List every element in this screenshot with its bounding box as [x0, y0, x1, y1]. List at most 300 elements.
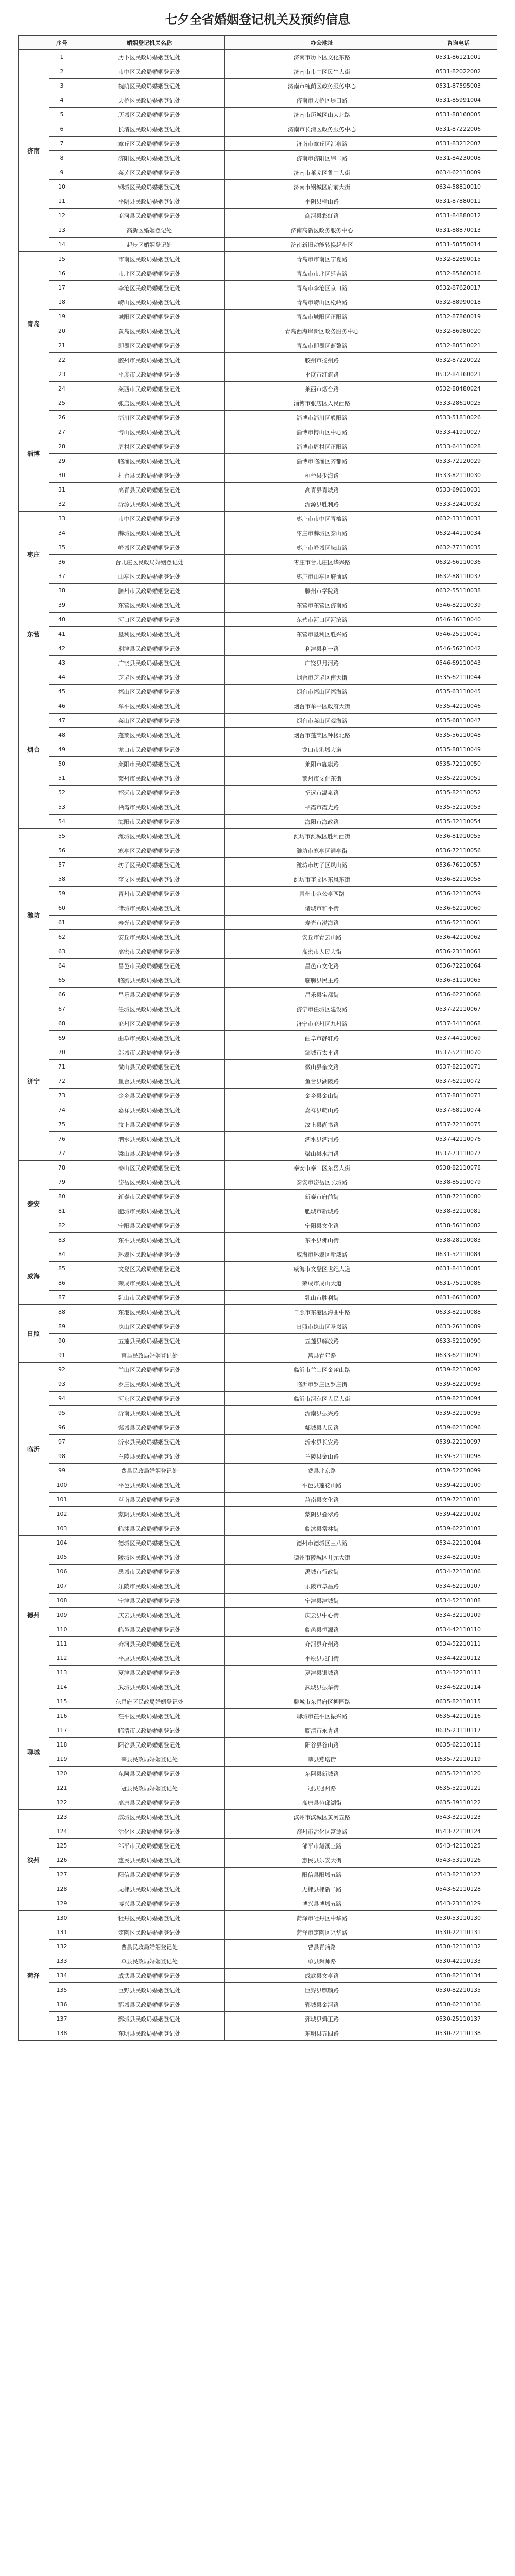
table-cell-index: 55: [49, 829, 75, 843]
table-cell-phone: 0535-22110051: [420, 771, 497, 786]
table-cell-address: 威海市文登区世纪大道: [224, 1262, 420, 1276]
table-cell-index: 91: [49, 1348, 75, 1363]
table-cell-index: 1: [49, 50, 75, 64]
table-cell-phone: 0537-82110071: [420, 1060, 497, 1074]
table-cell-index: 49: [49, 742, 75, 757]
table-cell-phone: 0535-88110049: [420, 742, 497, 757]
table-row: [18, 165, 497, 180]
table-cell-office: 栖霞市民政局婚姻登记处: [75, 800, 224, 815]
table-row: [18, 425, 497, 439]
table-cell-phone: 0534-72110106: [420, 1565, 497, 1579]
table-cell-index: 135: [49, 1983, 75, 1997]
table-row: [18, 1839, 497, 1853]
table-row: [18, 1262, 497, 1276]
header-phone: 咨询电话: [420, 36, 497, 50]
table-cell-phone: 0546-56210042: [420, 641, 497, 656]
table-row: [18, 2012, 497, 2026]
table-cell-address: 庆云县中心街: [224, 1608, 420, 1622]
table-cell-office: 禹城市民政局婚姻登记处: [75, 1565, 224, 1579]
table-body: [18, 50, 497, 2041]
table-cell-index: 129: [49, 1896, 75, 1911]
table-cell-phone: 0534-52210111: [420, 1637, 497, 1651]
table-cell-index: 12: [49, 209, 75, 223]
table-cell-index: 35: [49, 540, 75, 555]
table-cell-index: 97: [49, 1435, 75, 1449]
table-row: [18, 598, 497, 613]
table-cell-phone: 0531-87222006: [420, 122, 497, 137]
table-cell-office: 龙口市民政局婚姻登记处: [75, 742, 224, 757]
header-city: [18, 36, 49, 50]
table-row: [18, 1565, 497, 1579]
table-cell-office: 泗水县民政局婚姻登记处: [75, 1132, 224, 1146]
table-cell-office: 莒县民政局婚姻登记处: [75, 1348, 224, 1363]
table-cell-index: 133: [49, 1954, 75, 1969]
table-row: [18, 1997, 497, 2012]
table-row: [18, 540, 497, 555]
table-row: [18, 1694, 497, 1709]
table-row: [18, 800, 497, 815]
table-row: [18, 238, 497, 252]
table-cell-phone: 0533-64110028: [420, 439, 497, 454]
table-cell-index: 136: [49, 1997, 75, 2012]
table-cell-phone: 0536-23110063: [420, 944, 497, 959]
table-row: [18, 497, 497, 512]
table-row: [18, 1651, 497, 1666]
table-row: [18, 483, 497, 497]
table-row: [18, 829, 497, 843]
table-cell-address: 巨野县麒麟路: [224, 1983, 420, 1997]
table-cell-phone: 0537-44110069: [420, 1031, 497, 1045]
table-cell-index: 36: [49, 555, 75, 569]
table-cell-address: 淄博市周村区正阳路: [224, 439, 420, 454]
table-cell-index: 42: [49, 641, 75, 656]
table-cell-index: 25: [49, 396, 75, 411]
table-cell-index: 82: [49, 1218, 75, 1233]
table-cell-address: 济南市章丘区汇泉路: [224, 137, 420, 151]
table-cell-office: 岚山区民政局婚姻登记处: [75, 1319, 224, 1334]
table-cell-address: 临沭县常林街: [224, 1521, 420, 1536]
table-cell-address: 临清市永青路: [224, 1723, 420, 1738]
table-row: [18, 1146, 497, 1161]
table-cell-office: 沂南县民政局婚姻登记处: [75, 1406, 224, 1420]
table-cell-office: 郓城县民政局婚姻登记处: [75, 1997, 224, 2012]
table-cell-address: 平邑县莲花山路: [224, 1478, 420, 1493]
header-index: 序号: [49, 36, 75, 50]
table-row: [18, 396, 497, 411]
table-cell-office: 平原县民政局婚姻登记处: [75, 1651, 224, 1666]
table-cell-phone: 0635-52110121: [420, 1781, 497, 1795]
table-cell-address: 泰安市岱岳区长城路: [224, 1175, 420, 1190]
table-cell-index: 27: [49, 425, 75, 439]
table-cell-phone: 0632-88110037: [420, 569, 497, 584]
table-cell-office: 夏津县民政局婚姻登记处: [75, 1666, 224, 1680]
table-cell-phone: 0536-76110057: [420, 858, 497, 872]
table-row: [18, 411, 497, 425]
table-cell-office: 章丘区民政局婚姻登记处: [75, 137, 224, 151]
table-cell-office: 武城县民政局婚姻登记处: [75, 1680, 224, 1694]
table-cell-phone: 0535-68110047: [420, 714, 497, 728]
table-cell-address: 邹城市太平路: [224, 1045, 420, 1060]
table-cell-office: 安丘市民政局婚姻登记处: [75, 930, 224, 944]
table-cell-office: 曲阜市民政局婚姻登记处: [75, 1031, 224, 1045]
table-cell-index: 107: [49, 1579, 75, 1594]
table-cell-address: 高唐县鱼邱湖街: [224, 1795, 420, 1810]
table-cell-phone: 0530-72110138: [420, 2026, 497, 2041]
table-row: [18, 1940, 497, 1954]
table-row: [18, 613, 497, 627]
table-cell-address: 青岛市市南区宁夏路: [224, 252, 420, 266]
table-cell-index: 125: [49, 1839, 75, 1853]
table-cell-address: 潍坊市潍城区胜利西街: [224, 829, 420, 843]
table-cell-phone: 0543-32110123: [420, 1810, 497, 1824]
table-cell-address: 高青县青城路: [224, 483, 420, 497]
table-cell-phone: 0538-32110081: [420, 1204, 497, 1218]
table-row: [18, 252, 497, 266]
table-row: [18, 1925, 497, 1940]
table-cell-address: 蒙阴县叠翠路: [224, 1507, 420, 1521]
table-cell-office: 莱芜区民政局婚姻登记处: [75, 165, 224, 180]
table-cell-address: 临沂市河东区人民大街: [224, 1392, 420, 1406]
table-cell-office: 广饶县民政局婚姻登记处: [75, 656, 224, 670]
table-row: [18, 699, 497, 714]
table-cell-phone: 0632-77110035: [420, 540, 497, 555]
table-cell-index: 60: [49, 901, 75, 916]
table-cell-phone: 0536-31110065: [420, 973, 497, 988]
table-cell-index: 98: [49, 1449, 75, 1464]
table-cell-office: 奎文区民政局婚姻登记处: [75, 872, 224, 887]
table-cell-address: 东营市东营区济南路: [224, 598, 420, 613]
table-cell-index: 54: [49, 815, 75, 829]
table-cell-office: 莱阳市民政局婚姻登记处: [75, 757, 224, 771]
table-cell-office: 文登区民政局婚姻登记处: [75, 1262, 224, 1276]
table-cell-office: 青州市民政局婚姻登记处: [75, 887, 224, 901]
table-cell-index: 41: [49, 627, 75, 641]
table-cell-office: 沂水县民政局婚姻登记处: [75, 1435, 224, 1449]
table-cell-office: 黄岛区民政局婚姻登记处: [75, 324, 224, 338]
table-cell-office: 长清区民政局婚姻登记处: [75, 122, 224, 137]
table-cell-office: 滨城区民政局婚姻登记处: [75, 1810, 224, 1824]
table-cell-address: 东营市河口区河滨路: [224, 613, 420, 627]
table-row: [18, 1117, 497, 1132]
table-cell-phone: 0537-62110072: [420, 1074, 497, 1089]
table-cell-index: 105: [49, 1550, 75, 1565]
table-cell-index: 50: [49, 757, 75, 771]
table-row: [18, 1680, 497, 1694]
table-cell-office: 槐荫区民政局婚姻登记处: [75, 79, 224, 93]
table-cell-phone: 0539-52110098: [420, 1449, 497, 1464]
table-cell-address: 嘉祥县萌山路: [224, 1103, 420, 1117]
table-cell-address: 滨州市滨城区黄河五路: [224, 1810, 420, 1824]
table-cell-address: 日照市东港区海曲中路: [224, 1305, 420, 1319]
table-row: [18, 1464, 497, 1478]
table-cell-phone: 0546-25110041: [420, 627, 497, 641]
table-cell-phone: 0631-66110087: [420, 1291, 497, 1305]
table-cell-office: 沾化区民政局婚姻登记处: [75, 1824, 224, 1839]
table-cell-index: 131: [49, 1925, 75, 1940]
table-row: [18, 1896, 497, 1911]
table-cell-index: 6: [49, 122, 75, 137]
table-cell-index: 119: [49, 1752, 75, 1767]
table-cell-address: 临沂市罗庄区罗庄街: [224, 1377, 420, 1392]
table-cell-index: 4: [49, 93, 75, 108]
table-cell-phone: 0536-81910055: [420, 829, 497, 843]
table-cell-index: 7: [49, 137, 75, 151]
table-cell-phone: 0633-26110089: [420, 1319, 497, 1334]
table-cell-phone: 0635-32110120: [420, 1767, 497, 1781]
table-cell-phone: 0530-22110131: [420, 1925, 497, 1940]
table-cell-index: 120: [49, 1767, 75, 1781]
table-cell-index: 112: [49, 1651, 75, 1666]
table-cell-index: 87: [49, 1291, 75, 1305]
table-cell-index: 137: [49, 2012, 75, 2026]
table-cell-phone: 0530-62110136: [420, 1997, 497, 2012]
table-cell-city: 泰安: [18, 1161, 49, 1247]
table-cell-phone: 0632-66110036: [420, 555, 497, 569]
table-row: [18, 944, 497, 959]
table-cell-index: 45: [49, 685, 75, 699]
table-row: [18, 887, 497, 901]
table-cell-address: 阳信县阳城五路: [224, 1868, 420, 1882]
table-cell-address: 沂水县长安路: [224, 1435, 420, 1449]
table-cell-phone: 0536-82110058: [420, 872, 497, 887]
table-cell-office: 嘉祥县民政局婚姻登记处: [75, 1103, 224, 1117]
table-cell-index: 109: [49, 1608, 75, 1622]
table-cell-index: 117: [49, 1723, 75, 1738]
table-cell-index: 83: [49, 1233, 75, 1247]
table-cell-address: 诸城市和平街: [224, 901, 420, 916]
table-row: [18, 1103, 497, 1117]
table-row: [18, 1622, 497, 1637]
table-cell-office: 桓台县民政局婚姻登记处: [75, 468, 224, 483]
table-cell-address: 青岛西海岸新区政务服务中心: [224, 324, 420, 338]
table-cell-phone: 0533-72120029: [420, 454, 497, 468]
table-cell-address: 乐陵市阜昌路: [224, 1579, 420, 1594]
table-cell-address: 平度市红旗路: [224, 367, 420, 382]
table-row: [18, 64, 497, 79]
table-cell-index: 28: [49, 439, 75, 454]
table-cell-office: 成武县民政局婚姻登记处: [75, 1969, 224, 1983]
table-row: [18, 786, 497, 800]
table-cell-phone: 0531-88160005: [420, 108, 497, 122]
table-cell-office: 邹平市民政局婚姻登记处: [75, 1839, 224, 1853]
table-cell-index: 126: [49, 1853, 75, 1868]
table-cell-city: 淄博: [18, 396, 49, 512]
table-cell-office: 山亭区民政局婚姻登记处: [75, 569, 224, 584]
table-cell-office: 潍城区民政局婚姻登记处: [75, 829, 224, 843]
table-cell-office: 历城区民政局婚姻登记处: [75, 108, 224, 122]
table-cell-address: 济南高新区政务服务中心: [224, 223, 420, 238]
table-cell-phone: 0635-82110115: [420, 1694, 497, 1709]
table-cell-index: 59: [49, 887, 75, 901]
table-cell-office: 市中区民政局婚姻登记处: [75, 64, 224, 79]
table-cell-index: 94: [49, 1392, 75, 1406]
table-cell-phone: 0631-84110085: [420, 1262, 497, 1276]
table-row: [18, 1536, 497, 1550]
table-cell-address: 枣庄市峄城区坛山路: [224, 540, 420, 555]
table-cell-index: 43: [49, 656, 75, 670]
table-cell-phone: 0536-42110062: [420, 930, 497, 944]
table-cell-address: 青州市范公亭西路: [224, 887, 420, 901]
table-cell-address: 鱼台县湖陵路: [224, 1074, 420, 1089]
table-cell-office: 招远市民政局婚姻登记处: [75, 786, 224, 800]
table-row: [18, 1031, 497, 1045]
table-cell-office: 宁阳县民政局婚姻登记处: [75, 1218, 224, 1233]
table-row: [18, 1983, 497, 1997]
table-cell-phone: 0632-33110033: [420, 512, 497, 526]
table-cell-index: 78: [49, 1161, 75, 1175]
table-cell-office: 环翠区民政局婚姻登记处: [75, 1247, 224, 1262]
table-cell-index: 24: [49, 382, 75, 396]
table-cell-index: 61: [49, 916, 75, 930]
table-row: [18, 180, 497, 194]
table-cell-address: 东明县五四路: [224, 2026, 420, 2041]
table-cell-address: 青岛市即墨区蓝鳌路: [224, 338, 420, 353]
table-row: [18, 122, 497, 137]
table-cell-address: 惠民县乐安大街: [224, 1853, 420, 1868]
table-cell-address: 寿光市渤海路: [224, 916, 420, 930]
table-cell-index: 51: [49, 771, 75, 786]
table-cell-office: 邹城市民政局婚姻登记处: [75, 1045, 224, 1060]
table-cell-index: 104: [49, 1536, 75, 1550]
table-cell-index: 19: [49, 310, 75, 324]
table-row: [18, 1637, 497, 1651]
table-cell-address: 郯城县人民路: [224, 1420, 420, 1435]
table-cell-city: 潍坊: [18, 829, 49, 1002]
table-cell-office: 芝罘区民政局婚姻登记处: [75, 670, 224, 685]
table-cell-index: 73: [49, 1089, 75, 1103]
table-cell-index: 95: [49, 1406, 75, 1420]
table-cell-address: 枣庄市台儿庄区华兴路: [224, 555, 420, 569]
table-cell-office: 荣成市民政局婚姻登记处: [75, 1276, 224, 1291]
table-cell-office: 金乡县民政局婚姻登记处: [75, 1089, 224, 1103]
table-row: [18, 670, 497, 685]
table-row: [18, 223, 497, 238]
table-row: [18, 209, 497, 223]
table-cell-office: 牟平区民政局婚姻登记处: [75, 699, 224, 714]
table-cell-office: 临淄区民政局婚姻登记处: [75, 454, 224, 468]
table-row: [18, 1767, 497, 1781]
table-cell-phone: 0531-87595003: [420, 79, 497, 93]
table-cell-index: 46: [49, 699, 75, 714]
table-cell-office: 胶州市民政局婚姻登记处: [75, 353, 224, 367]
table-cell-phone: 0532-88510021: [420, 338, 497, 353]
table-cell-phone: 0537-68110074: [420, 1103, 497, 1117]
table-cell-index: 53: [49, 800, 75, 815]
table-cell-address: 安丘市青云山路: [224, 930, 420, 944]
table-row: [18, 843, 497, 858]
table-cell-address: 济南市槐荫区政务服务中心: [224, 79, 420, 93]
table-row: [18, 1507, 497, 1521]
table-cell-office: 曹县民政局婚姻登记处: [75, 1940, 224, 1954]
table-cell-phone: 0534-62210114: [420, 1680, 497, 1694]
table-row: [18, 1449, 497, 1464]
table-cell-office: 冠县民政局婚姻登记处: [75, 1781, 224, 1795]
table-cell-index: 115: [49, 1694, 75, 1709]
table-cell-index: 79: [49, 1175, 75, 1190]
table-cell-index: 44: [49, 670, 75, 685]
table-cell-office: 昌乐县民政局婚姻登记处: [75, 988, 224, 1002]
table-row: [18, 353, 497, 367]
table-cell-address: 济南市长清区政务服务中心: [224, 122, 420, 137]
table-row: [18, 454, 497, 468]
table-row: [18, 930, 497, 944]
table-cell-address: 高密市人民大街: [224, 944, 420, 959]
table-cell-office: 兰陵县民政局婚姻登记处: [75, 1449, 224, 1464]
table-cell-index: 23: [49, 367, 75, 382]
table-cell-office: 微山县民政局婚姻登记处: [75, 1060, 224, 1074]
table-cell-index: 14: [49, 238, 75, 252]
table-cell-address: 济南市莱芜区鲁中大街: [224, 165, 420, 180]
table-cell-index: 10: [49, 180, 75, 194]
table-cell-address: 微山县奎文路: [224, 1060, 420, 1074]
table-row: [18, 1132, 497, 1146]
table-cell-phone: 0537-73110077: [420, 1146, 497, 1161]
table-row: [18, 1550, 497, 1565]
table-cell-phone: 0538-72110080: [420, 1190, 497, 1204]
table-cell-office: 临沭县民政局婚姻登记处: [75, 1521, 224, 1536]
table-cell-index: 3: [49, 79, 75, 93]
table-row: [18, 1363, 497, 1377]
table-cell-address: 济南市历下区文化东路: [224, 50, 420, 64]
table-row: [18, 1190, 497, 1204]
table-cell-office: 东昌府区民政局婚姻登记处: [75, 1694, 224, 1709]
table-cell-phone: 0543-62110128: [420, 1882, 497, 1896]
table-row: [18, 728, 497, 742]
table-cell-office: 牡丹区民政局婚姻登记处: [75, 1911, 224, 1925]
table-cell-city: 日照: [18, 1305, 49, 1363]
table-cell-office: 庆云县民政局婚姻登记处: [75, 1608, 224, 1622]
table-row: [18, 1781, 497, 1795]
table-cell-address: 济南市市中区民生大街: [224, 64, 420, 79]
table-cell-phone: 0538-82110078: [420, 1161, 497, 1175]
table-cell-address: 齐河县齐州路: [224, 1637, 420, 1651]
table-cell-office: 市北区民政局婚姻登记处: [75, 266, 224, 281]
table-cell-index: 96: [49, 1420, 75, 1435]
table-row: [18, 194, 497, 209]
table-cell-office: 东阿县民政局婚姻登记处: [75, 1767, 224, 1781]
table-cell-phone: 0532-85860016: [420, 266, 497, 281]
table-cell-office: 高唐县民政局婚姻登记处: [75, 1795, 224, 1810]
table-cell-index: 15: [49, 252, 75, 266]
table-cell-index: 116: [49, 1709, 75, 1723]
table-cell-address: 泰安市泰山区东岳大街: [224, 1161, 420, 1175]
table-cell-office: 单县民政局婚姻登记处: [75, 1954, 224, 1969]
table-cell-phone: 0532-87620017: [420, 281, 497, 295]
table-cell-phone: 0531-58550014: [420, 238, 497, 252]
table-cell-phone: 0532-88990018: [420, 295, 497, 310]
table-cell-phone: 0539-82310094: [420, 1392, 497, 1406]
table-row: [18, 1334, 497, 1348]
table-cell-phone: 0535-52110053: [420, 800, 497, 815]
table-cell-phone: 0534-62110107: [420, 1579, 497, 1594]
table-cell-office: 无棣县民政局婚姻登记处: [75, 1882, 224, 1896]
table-cell-index: 34: [49, 526, 75, 540]
table-cell-office: 临朐县民政局婚姻登记处: [75, 973, 224, 988]
table-cell-city: 德州: [18, 1536, 49, 1694]
table-cell-address: 禹城市行政街: [224, 1565, 420, 1579]
table-cell-index: 21: [49, 338, 75, 353]
table-row: [18, 901, 497, 916]
table-cell-phone: 0537-22110067: [420, 1002, 497, 1016]
table-cell-office: 河口区民政局婚姻登记处: [75, 613, 224, 627]
table-cell-phone: 0531-83212007: [420, 137, 497, 151]
table-cell-index: 127: [49, 1868, 75, 1882]
table-cell-index: 113: [49, 1666, 75, 1680]
table-row: [18, 526, 497, 540]
table-cell-office: 阳谷县民政局婚姻登记处: [75, 1738, 224, 1752]
table-cell-address: 菏泽市定陶区兴华路: [224, 1925, 420, 1940]
table-row: [18, 771, 497, 786]
